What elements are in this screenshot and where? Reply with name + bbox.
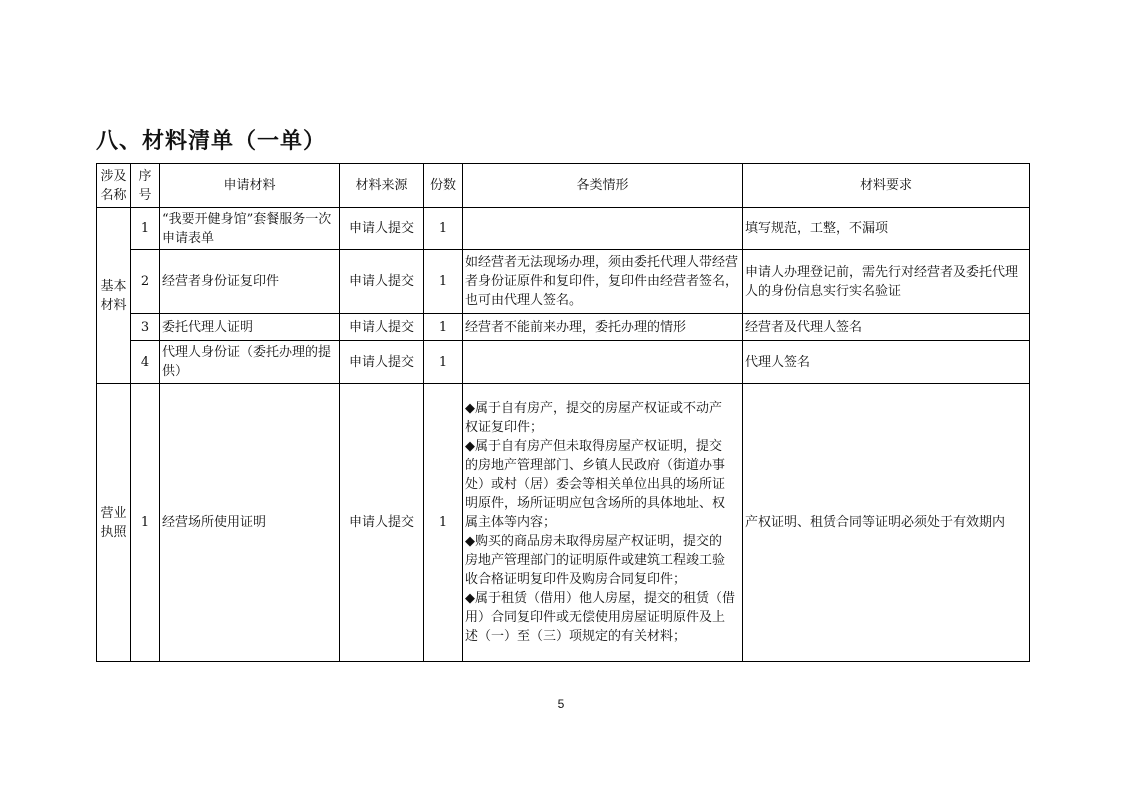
header-count: 份数 <box>424 164 463 208</box>
table-row <box>97 341 1030 384</box>
source-cell: 申请人提交 <box>340 208 424 250</box>
source-cell: 申请人提交 <box>340 314 424 341</box>
header-source: 材料来源 <box>340 164 424 208</box>
header-seq: 序号 <box>131 164 160 208</box>
count-cell: 1 <box>424 314 463 341</box>
section-title: 八、材料清单（一单） <box>96 129 327 154</box>
header-category: 涉及 名称 <box>97 164 131 208</box>
scenario-cell: 经营者不能前来办理，委托办理的情形 <box>463 314 743 341</box>
source-cell: 申请人提交 <box>340 341 424 384</box>
material-cell: 经营者身份证复印件 <box>160 250 340 314</box>
page-number: 5 <box>557 697 565 711</box>
requirement-cell: 经营者及代理人签名 <box>743 314 1030 341</box>
seq-cell: 4 <box>131 341 160 384</box>
seq-cell: 2 <box>131 250 160 314</box>
requirement-cell: 填写规范，工整，不漏项 <box>743 208 1030 250</box>
header-requirement: 材料要求 <box>743 164 1030 208</box>
header-row <box>97 164 1030 208</box>
source-cell: 申请人提交 <box>340 250 424 314</box>
group-license-label: 营业 执照 <box>97 384 131 662</box>
count-cell: 1 <box>424 384 463 662</box>
scenario-cell <box>463 208 743 250</box>
scenario-cell: 如经营者无法现场办理，须由委托代理人带经营者身份证原件和复印件，复印件由经营者签名，也可由代理人签名。 <box>463 250 743 314</box>
header-scenario: 各类情形 <box>463 164 743 208</box>
requirement-cell: 产权证明、租赁合同等证明必须处于有效期内 <box>743 384 1030 662</box>
seq-cell: 1 <box>131 384 160 662</box>
material-cell: 代理人身份证（委托办理的提供） <box>160 341 340 384</box>
source-cell: 申请人提交 <box>340 384 424 662</box>
scenario-cell: ◆属于自有房产，提交的房屋产权证或不动产 权证复印件； ◆属于自有房产但未取得房屋产权证明，提交 的房地产管理部门、乡镇人民政府（街道办事 处）或村（居）委会等相关单位出具的场所证 明原件，场所证明应包含场所的具体地址、权 属主体等内容； ◆购买的商品房未取得房屋产权证明，提交的 房地产管理部门的证明原件或建筑工程竣工验 收合格证明复印件及购房合同复印件； ◆属于租赁（借用）他人房屋，提交的租赁（借 用）合同复印件或无偿使用房屋证明原件及上 述（一）至（三）项规定的有关材料； <box>463 384 743 662</box>
count-cell: 1 <box>424 208 463 250</box>
count-cell: 1 <box>424 250 463 314</box>
group-basic-label: 基本 材料 <box>97 208 131 384</box>
header-material: 申请材料 <box>160 164 340 208</box>
requirement-cell: 申请人办理登记前，需先行对经营者及委托代理人的身份信息实行实名验证 <box>743 250 1030 314</box>
materials-table <box>96 163 1030 662</box>
seq-cell: 3 <box>131 314 160 341</box>
material-cell: 经营场所使用证明 <box>160 384 340 662</box>
scenario-cell <box>463 341 743 384</box>
table-row <box>97 250 1030 314</box>
count-cell: 1 <box>424 341 463 384</box>
seq-cell: 1 <box>131 208 160 250</box>
material-cell: “我要开健身馆”套餐服务一次申请表单 <box>160 208 340 250</box>
requirement-cell: 代理人签名 <box>743 341 1030 384</box>
table-row <box>97 384 1030 662</box>
material-cell: 委托代理人证明 <box>160 314 340 341</box>
table-row <box>97 314 1030 341</box>
table-row <box>97 208 1030 250</box>
